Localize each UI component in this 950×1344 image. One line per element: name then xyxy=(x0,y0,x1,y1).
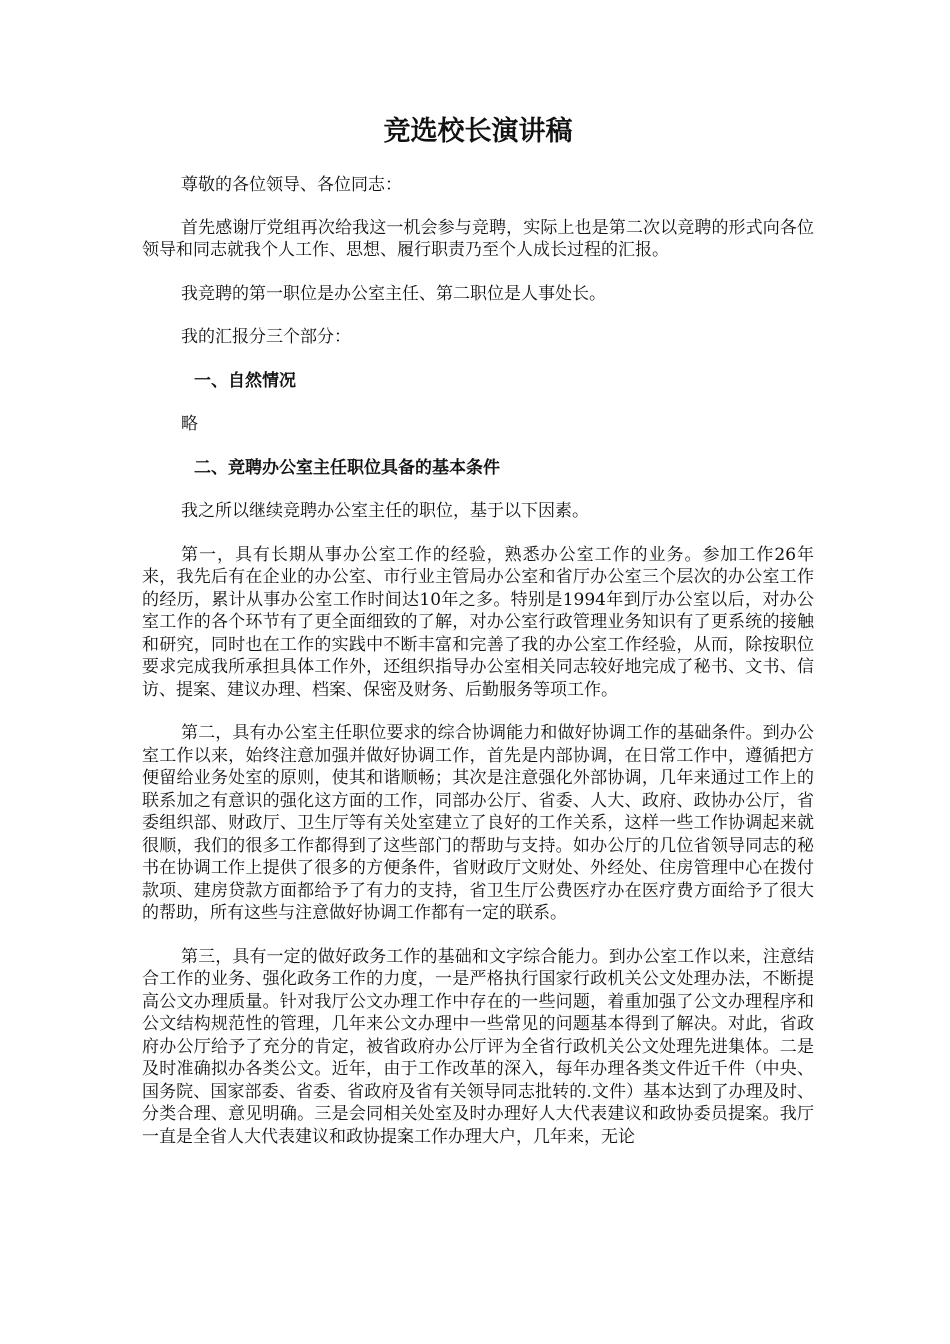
document-content xyxy=(142,112,814,1169)
second-reason-paragraph: 第二，具有办公室主任职位要求的综合协调能力和做好协调工作的基础条件。到办公室工作以来，始终注意加强并做好协调工作，首先是内部协调，在日常工作中，遵循把方便留给业务处室的原则，使其和谐顺畅；其次是注意强化外部协调，几年来通过工作上的联系加之有意识的强化这方面的工作，同部办公厅、省委、人大、政府、政协办公厅，省委组织部、财政厅、卫生厅等有关处室建立了良好的工作关系，这样一些工作协调起来就很顺，我们的很多工作都得到了这些部门的帮助与支持。如办公厅的几位省领导同志的秘书在协调工作上提供了很多的方便条件，省财政厅文财处、外经处、住房管理中心在拨付款项、建房贷款方面都给予了有力的支持，省卫生厅公费医疗办在医疗费方面给予了很大的帮助，所有这些与注意做好协调工作都有一定的联系。 xyxy=(142,723,814,923)
position-paragraph: 我竞聘的第一职位是办公室主任、第二职位是人事处长。 xyxy=(181,283,606,304)
omitted-paragraph: 略 xyxy=(181,414,198,434)
first-reason-paragraph: 第一，具有长期从事办公室工作的经验，熟悉办公室工作的业务。参加工作26年来，我先后有在企业的办公室、市行业主管局办公室和省厅办公室三个层次的办公室工作的经历，累计从事办公室工作时间达10年之多。特别是1994年到厅办公室以后，对办公室工作的各个环节有了更全面细致的了解，对办公室行政管理业务知识有了更系统的接触和研究，同时也在工作的实践中不断丰富和完善了我的办公室工作经验，从而，除按职位要求完成我所承担具体工作外，还组织指导办公室相关同志较好地完成了秘书、文书、信访、提案、建议办理、档案、保密及财务、后勤服务等项工作。 xyxy=(142,544,814,700)
section-heading-natural-situation: 一、自然情况 xyxy=(194,370,296,391)
third-reason-paragraph: 第三，具有一定的做好政务工作的基础和文字综合能力。到办公室工作以来，注意结合工作的业务、强化政务工作的力度，一是严格执行国家行政机关公文处理办法，不断提高公文办理质量。针对我厅公文办理工作中存在的一些问题，着重加强了公文办理程序和公文结构规范性的管理，几年来公文办理中一些常见的问题基本得到了解决。对此，省政府办公厅给予了充分的肯定，被省政府办公厅评为全省行政机关公文处理先进集体。二是及时准确拟办各类公文。近年，由于工作改革的深入，每年办理各类文件近千件（中央、国务院、国家部委、省委、省政府及省有关领导同志批转的.文件）基本达到了办理及时、分类合理、意见明确。三是会同相关处室及时办理好人大代表建议和政协委员提案。我厅一直是全省人大代表建议和政协提案工作办理大户，几年来，无论 xyxy=(142,946,814,1147)
document-title: 竞选校长演讲稿 xyxy=(383,116,573,147)
reason-paragraph: 我之所以继续竞聘办公室主任的职位，基于以下因素。 xyxy=(181,501,589,521)
salutation: 尊敬的各位领导、各位同志： xyxy=(181,175,402,195)
intro-paragraph: 首先感谢厅党组再次给我这一机会参与竞聘，实际上也是第二次以竞聘的形式向各位领导和同志就我个人工作、思想、履行职责乃至个人成长过程的汇报。 xyxy=(142,217,814,260)
report-outline-paragraph: 我的汇报分三个部分： xyxy=(181,327,351,347)
section-heading-basic-conditions: 二、竞聘办公室主任职位具备的基本条件 xyxy=(194,457,500,478)
